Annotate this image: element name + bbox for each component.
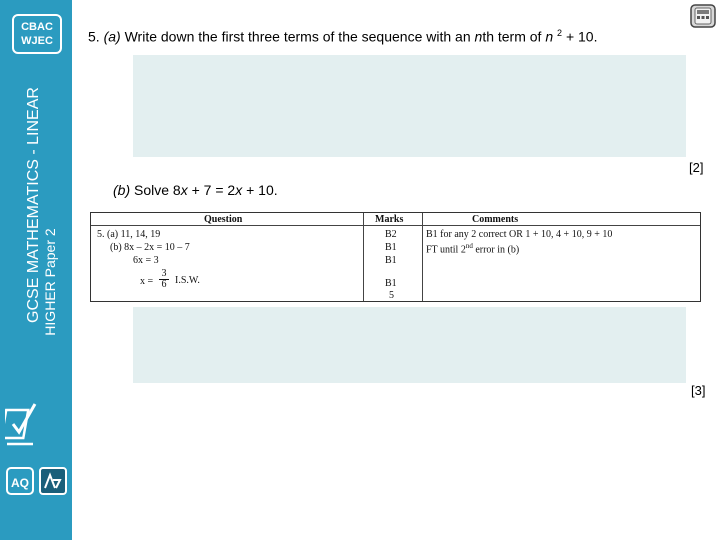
fraction-numerator: 3 bbox=[161, 268, 167, 279]
scheme-fraction bbox=[159, 269, 169, 290]
comment-2-sup: nd bbox=[465, 242, 473, 250]
mark-value: B1 bbox=[385, 278, 397, 289]
header-marks: Marks bbox=[375, 214, 404, 225]
question-a-text: Write down the first three terms of the sequence with an bbox=[124, 28, 471, 45]
logo-line1: CBAC bbox=[21, 21, 53, 33]
question-b-mid: + 7 = 2 bbox=[191, 182, 236, 198]
checklist-icon[interactable] bbox=[5, 400, 39, 454]
scheme-answer-b: (b) 8x – 2x = 10 – 7 bbox=[110, 242, 190, 253]
scheme-answer-b2: 6x = 3 bbox=[133, 255, 159, 266]
calculator-icon[interactable] bbox=[690, 4, 716, 28]
paper-title: HIGHER Paper 2 bbox=[42, 228, 58, 336]
mark-value: B1 bbox=[385, 242, 397, 253]
resource-icon[interactable] bbox=[38, 466, 68, 496]
mark-value: B1 bbox=[385, 255, 397, 266]
answer-box-a[interactable] bbox=[133, 55, 686, 157]
question-b-x1: x bbox=[180, 182, 188, 198]
svg-text:AQ: AQ bbox=[11, 476, 29, 490]
header-question: Question bbox=[204, 214, 243, 225]
expr-var: n bbox=[545, 28, 554, 45]
sidebar bbox=[0, 0, 72, 540]
scheme-answer-a: 5. (a) 11, 14, 19 bbox=[97, 229, 161, 240]
question-a-part: (a) bbox=[103, 28, 121, 45]
mark-value: B2 bbox=[385, 229, 397, 240]
comment-2-post: error in (b) bbox=[472, 244, 520, 256]
marks-a: [2] bbox=[689, 160, 704, 175]
question-b-end: + 10. bbox=[246, 182, 278, 198]
comment-1: B1 for any 2 correct OR 1 + 10, 4 + 10, 9 + 10 bbox=[426, 229, 613, 240]
aqu-icon[interactable] bbox=[5, 466, 35, 496]
expr-rest: + 10. bbox=[565, 28, 598, 45]
question-b-pre: Solve 8 bbox=[134, 182, 181, 198]
answer-box-b[interactable] bbox=[133, 307, 686, 383]
question-a bbox=[88, 28, 597, 45]
subject-title: GCSE MATHEMATICS - LINEAR bbox=[25, 87, 42, 323]
header-comments: Comments bbox=[472, 214, 519, 225]
question-b-part: (b) bbox=[113, 182, 131, 198]
logo-line2: WJEC bbox=[21, 35, 53, 47]
scheme-isw: I.S.W. bbox=[175, 275, 200, 286]
question-b-x2: x bbox=[235, 182, 243, 198]
expr-exponent: 2 bbox=[557, 28, 563, 38]
comment-2 bbox=[426, 242, 519, 255]
scheme-answer-b3-lhs: x = bbox=[140, 276, 154, 287]
mark-total: 5 bbox=[389, 290, 394, 301]
question-b bbox=[113, 182, 278, 198]
question-a-var: n bbox=[474, 28, 483, 45]
question-number: 5. bbox=[88, 28, 100, 45]
comment-2-pre: FT until 2 bbox=[426, 244, 466, 256]
question-a-text2: th term of bbox=[482, 28, 542, 45]
fraction-denominator: 6 bbox=[159, 279, 169, 290]
marks-b: [3] bbox=[691, 383, 706, 398]
mark-scheme-table bbox=[90, 212, 701, 302]
